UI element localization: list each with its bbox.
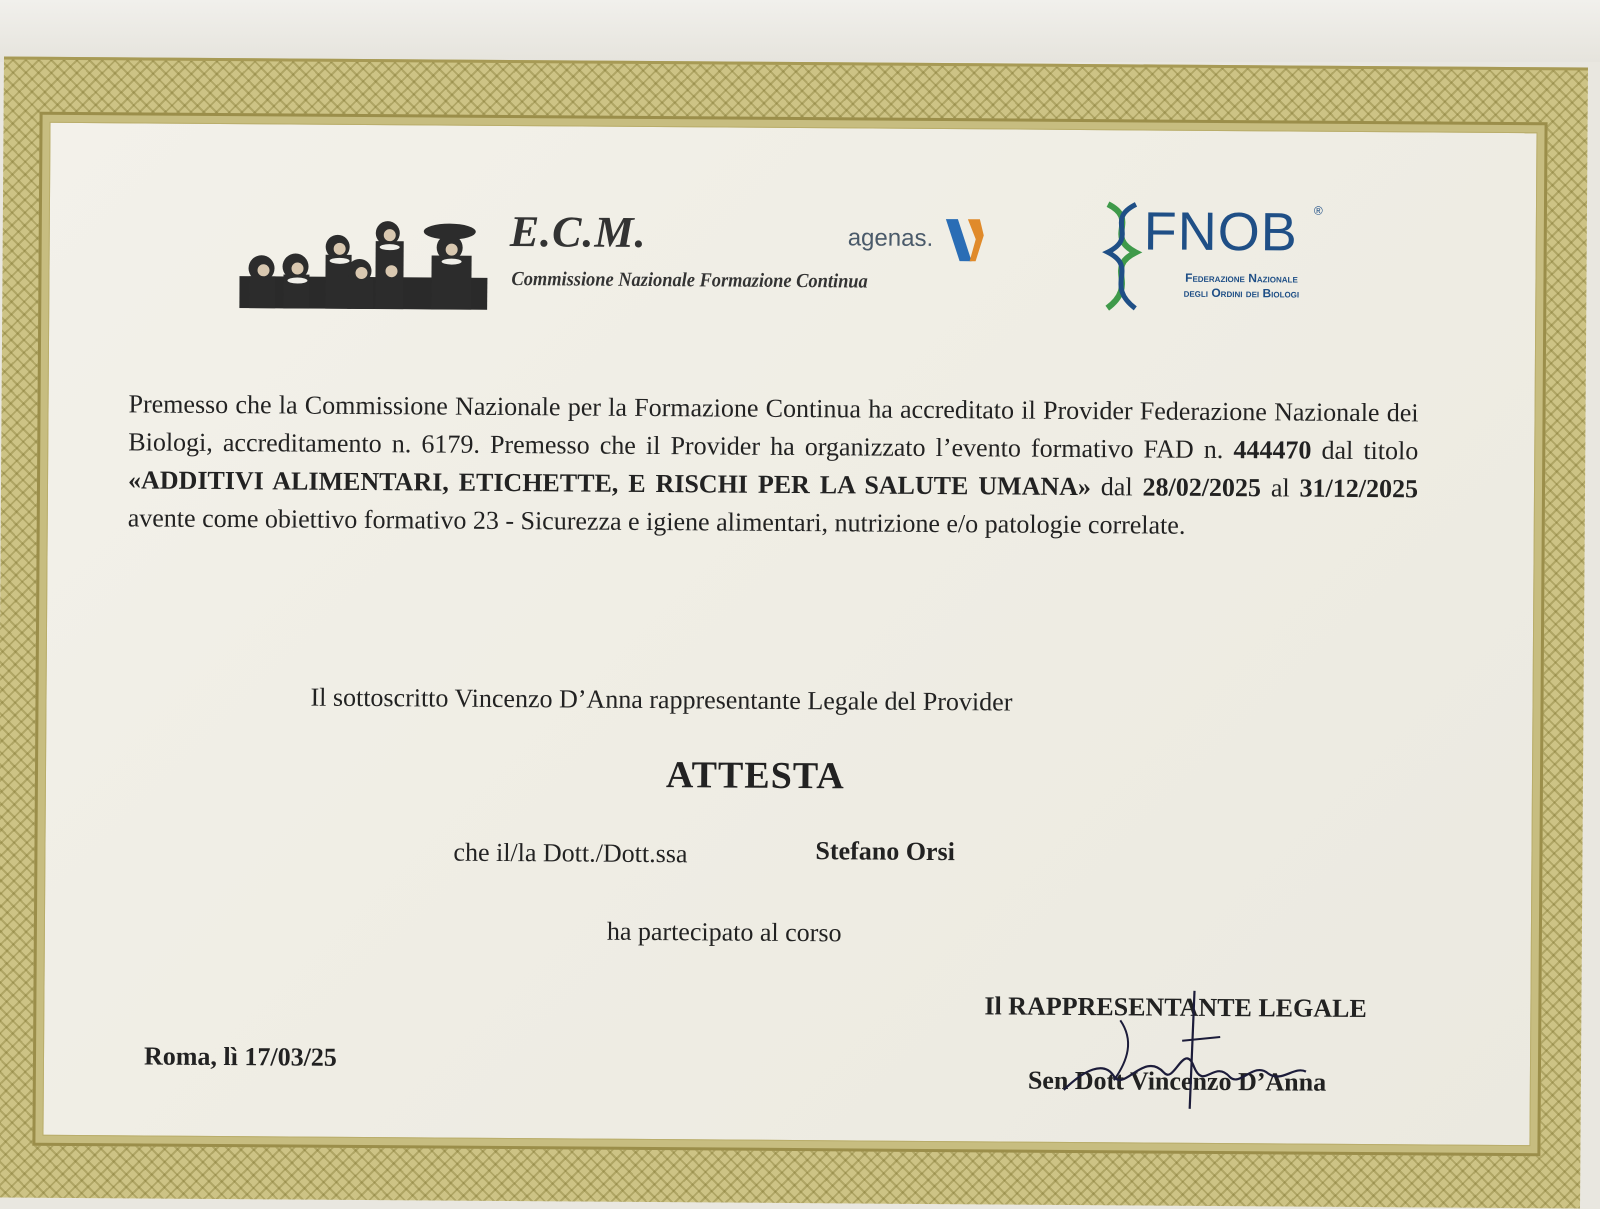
premise-paragraph xyxy=(128,385,1419,546)
premise-text-b: dal titolo xyxy=(1311,436,1418,466)
fnob-subtitle xyxy=(1141,270,1341,301)
paper-background xyxy=(0,0,1600,62)
ecm-title: E.C.M. xyxy=(510,206,647,258)
fnob-subtitle-line2: degli Ordini dei Biologi xyxy=(1141,285,1341,301)
event-number: 444470 xyxy=(1233,435,1311,465)
participant-name: Stefano Orsi xyxy=(815,836,955,867)
place-date: Roma, lì 17/03/25 xyxy=(144,1041,337,1072)
agenas-wordmark: agenas. xyxy=(848,224,934,253)
premise-text-a: Premesso che la Commissione Nazionale per la Formazione Continua ha accreditato il Provider Federazione Nazionale dei Biologi, accreditamento n. 6179. Premesso che il Provider ha organizzato l’evento formativo FAD n. xyxy=(128,389,1418,464)
undersigned-statement: Il sottoscritto Vincenzo D’Anna rappresentante Legale del Provider xyxy=(310,683,1012,718)
date-to: 31/12/2025 xyxy=(1299,474,1418,504)
fnob-helix-icon xyxy=(1099,200,1144,312)
participation-statement: ha partecipato al corso xyxy=(607,917,842,949)
premise-text-d: al xyxy=(1261,473,1300,502)
ecm-engraving-logo xyxy=(239,216,488,310)
handwritten-signature-icon xyxy=(1044,980,1325,1112)
signatory-title: Il RAPPRESENTANTE LEGALE xyxy=(984,991,1367,1024)
agenas-x-icon xyxy=(942,215,988,265)
fnob-registered-mark: ® xyxy=(1314,204,1323,218)
attesta-heading: ATTESTA xyxy=(666,753,845,798)
certificate-border xyxy=(0,56,1588,1208)
event-title: «ADDITIVI ALIMENTARI, ETICHETTE, E RISCHI PER LA SALUTE UMANA» xyxy=(128,465,1091,501)
participant-label: che il/la Dott./Dott.ssa xyxy=(453,838,687,870)
premise-text-e: avente come obiettivo formativo 23 - Sicurezza e igiene alimentari, nutrizione e/o patologie correlate. xyxy=(128,503,1186,539)
certificate-sheet xyxy=(42,122,1537,1146)
fnob-wordmark: FNOB xyxy=(1144,200,1298,263)
signatory-name: Sen Dott Vincenzo D’Anna xyxy=(1028,1066,1326,1098)
date-from: 28/02/2025 xyxy=(1142,472,1261,502)
fnob-subtitle-line1: Federazione Nazionale xyxy=(1141,270,1341,286)
ecm-subtitle: Commissione Nazionale Formazione Continua xyxy=(511,268,867,293)
premise-text-c: dal xyxy=(1091,472,1143,501)
